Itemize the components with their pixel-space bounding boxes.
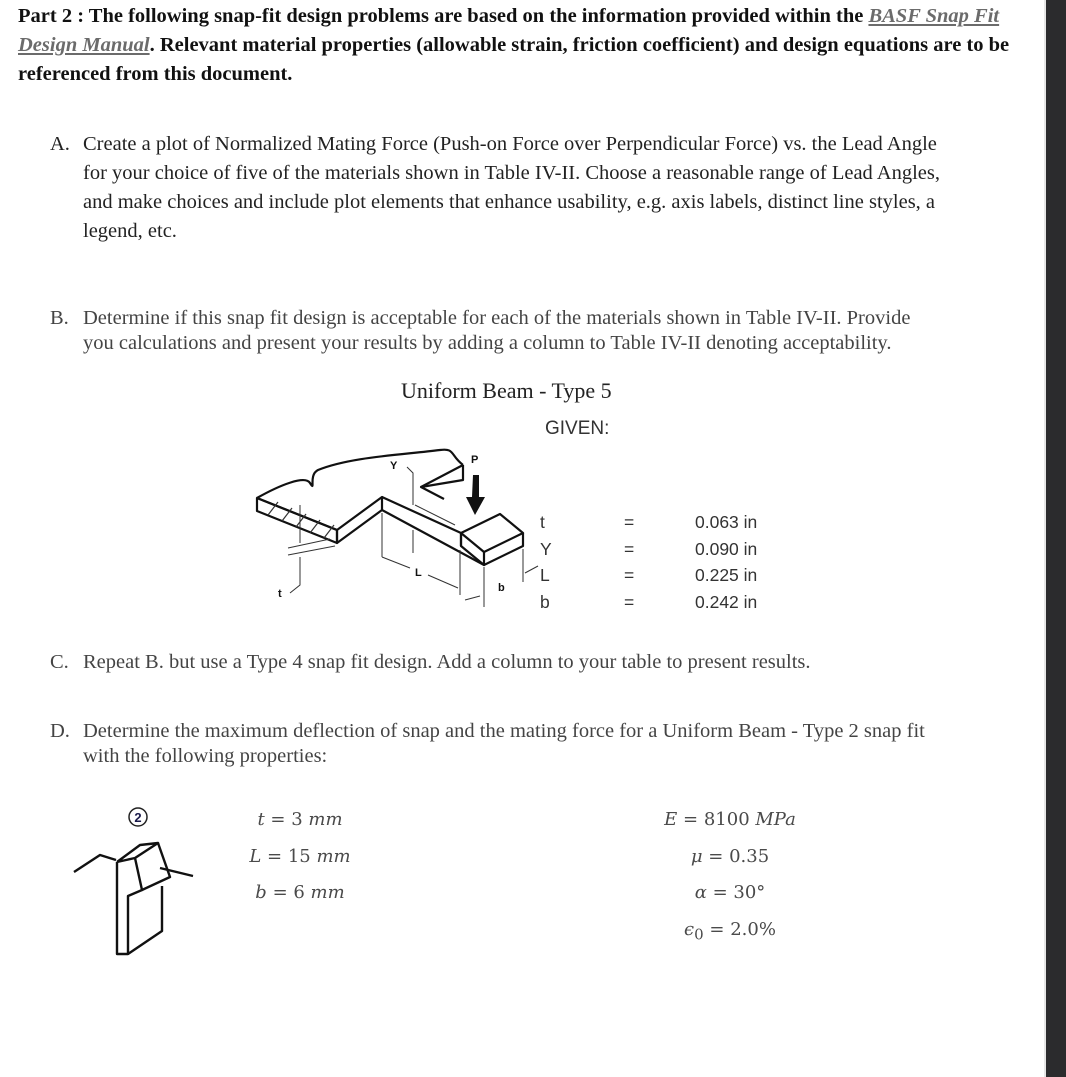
given-value: 0.225 in [695,565,758,585]
deflection-y-label: Y [390,460,398,472]
question-text: Repeat B. but use a Type 4 snap fit design. Add a column to your table to present results. [83,651,811,673]
width-b-label: b [498,582,505,594]
prop-symbol: ϵ [684,918,695,940]
uniform-beam-type2-diagram [72,806,202,956]
intro-paragraph [18,2,1028,89]
question-letter: C. [50,651,69,673]
given-value: 0.090 in [695,538,758,559]
prop-symbol: E [664,809,678,830]
given-symbol: Y [540,538,552,559]
basf-manual-link[interactable]: BASF Snap Fit Design Manual [18,5,1000,56]
prop-value: = 0.35 [708,845,770,867]
given-row-y [540,539,820,566]
prop-value: = 6 [272,882,311,903]
prop-unit: mm [308,809,343,830]
prop-unit: MPa [755,809,796,830]
prop-symbol: t [257,809,265,830]
prop-t [230,806,370,843]
given-symbol: t [540,512,545,532]
prop-value: = 15 [267,845,317,867]
question-a [50,130,955,246]
question-c [50,648,950,677]
given-equals: = [624,538,635,559]
prop-alpha [640,879,820,916]
question-letter: A. [50,133,70,155]
length-l-label: L [415,567,422,579]
intro-prefix: Part 2 : The following snap-fit design problems are based on the information provided within the [18,5,869,27]
given-values-table [540,512,820,618]
question-b [50,306,930,356]
prop-value: = 30° [712,882,766,903]
figure-title: Uniform Beam - Type 5 [401,378,612,403]
prop-unit: mm [316,845,351,867]
prop-subscript: 0 [694,925,704,944]
question-text: Determine the maximum deflection of snap and the mating force for a Uniform Beam - Type 2 snap fit with the following properties: [83,720,925,767]
uniform-beam-type5-diagram [250,445,540,610]
prop-unit: mm [310,882,345,903]
given-equals: = [624,565,635,585]
prop-symbol: α [694,882,707,903]
given-equals: = [624,591,635,612]
intro-suffix: . Relevant material properties (allowable strain, friction coefficient) and design equations are to be referenced from this document. [18,34,1010,85]
given-row-t [540,512,820,539]
given-row-b [540,592,820,619]
question-letter: D. [50,720,70,742]
prop-e [640,806,820,843]
given-value: 0.242 in [695,591,758,612]
given-label: GIVEN: [545,418,610,439]
question-d [50,719,950,769]
prop-symbol: b [255,882,267,903]
prop-b [230,879,370,916]
prop-value: = 3 [270,809,309,830]
prop-epsilon [640,916,820,953]
viewer-side-panel[interactable] [1044,0,1066,1077]
prop-value: = 2.0% [709,918,776,940]
question-letter: B. [50,307,69,329]
type2-geometry-props [230,806,370,916]
question-text: Create a plot of Normalized Mating Force (Push-on Force over Perpendicular Force) vs. the Lead Angle for your choice of five of the materials shown in Table IV-II. Choose a reasonable range of Lead Angles, and make choices and include plot elements that enhance usability, e.g. axis labels, distinct line styles, a legend, etc. [83,133,941,242]
type2-material-props [640,806,820,952]
prop-mu [640,843,820,880]
given-row-l [540,565,820,592]
prop-symbol: L [249,845,262,867]
type2-badge: 2 [134,810,142,825]
thickness-t-label: t [278,588,282,600]
prop-value: = 8100 [683,809,756,830]
given-equals: = [624,512,635,532]
given-symbol: b [540,591,550,612]
given-symbol: L [540,565,550,585]
prop-symbol: μ [690,845,703,867]
prop-l [230,843,370,880]
given-value: 0.063 in [695,512,758,532]
load-p-label: P [471,454,479,466]
question-text: Determine if this snap fit design is acceptable for each of the materials shown in Table IV-II. Provide you calculations and present your results by adding a column to Table IV-II denoting acceptability. [83,307,911,354]
